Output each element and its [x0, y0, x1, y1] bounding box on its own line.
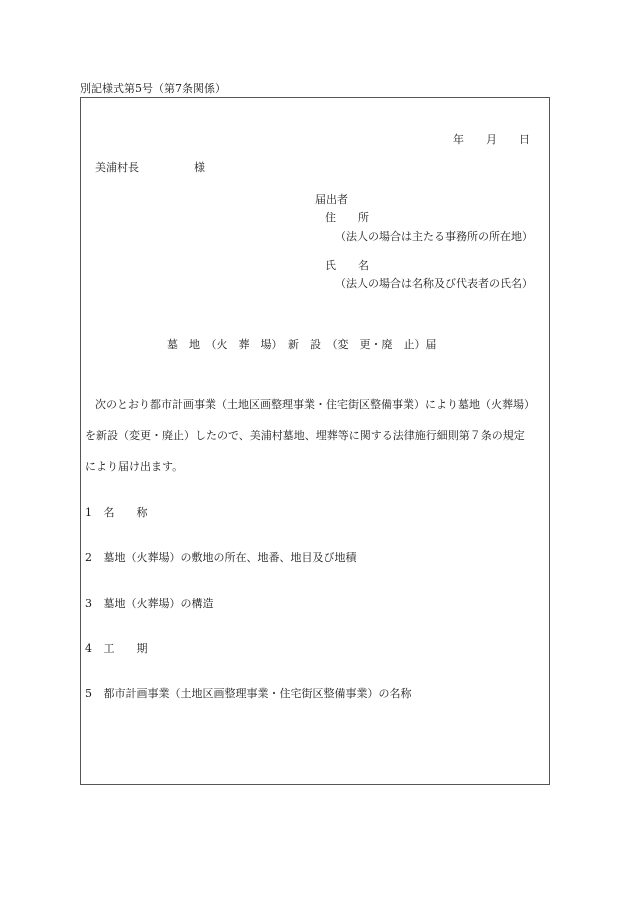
body-line-1: 次のとおり都市計画事業（土地区画整理事業・住宅街区整備事業）により墓地（火葬場）: [95, 398, 535, 411]
list-item: [85, 640, 148, 656]
item-text: 都市計画事業（土地区画整理事業・住宅街区整備事業）の名称: [103, 687, 412, 700]
body-line-2: を新設（変更・廃止）したので、美浦村墓地、埋葬等に関する法律施行細則第７条の規定: [85, 429, 525, 442]
item-text: 名 称: [103, 506, 148, 519]
addressee: 美浦村長 様: [95, 161, 205, 174]
item-text: 工 期: [103, 642, 148, 655]
notifier-heading: 届出者: [315, 193, 348, 206]
list-item: [85, 504, 148, 520]
item-text: 墓地（火葬場）の構造: [103, 597, 214, 610]
body-line-3: により届け出ます。: [85, 460, 184, 473]
notifier-address-note: （法人の場合は主たる事務所の所在地）: [335, 230, 533, 243]
item-number: 1: [85, 506, 92, 519]
form-title: 墓 地 （火 葬 場） 新 設 （変 更・廃 止）届: [167, 338, 437, 351]
item-text: 墓地（火葬場）の敷地の所在、地番、地目及び地積: [103, 551, 357, 564]
list-item: [85, 595, 214, 611]
form-frame: [80, 97, 550, 785]
item-number: 2: [85, 551, 92, 564]
form-label: 別記様式第5号（第7条関係）: [80, 82, 226, 95]
list-item: [85, 685, 412, 701]
notifier-name-note: （法人の場合は名称及び代表者の氏名）: [335, 277, 533, 290]
item-number: 4: [85, 642, 92, 655]
item-number: 3: [85, 597, 92, 610]
notifier-name-label: 氏 名: [325, 259, 369, 272]
list-item: [85, 549, 357, 565]
date-line: 年 月 日: [453, 133, 530, 146]
item-number: 5: [85, 687, 92, 700]
notifier-address-label: 住 所: [325, 211, 369, 224]
